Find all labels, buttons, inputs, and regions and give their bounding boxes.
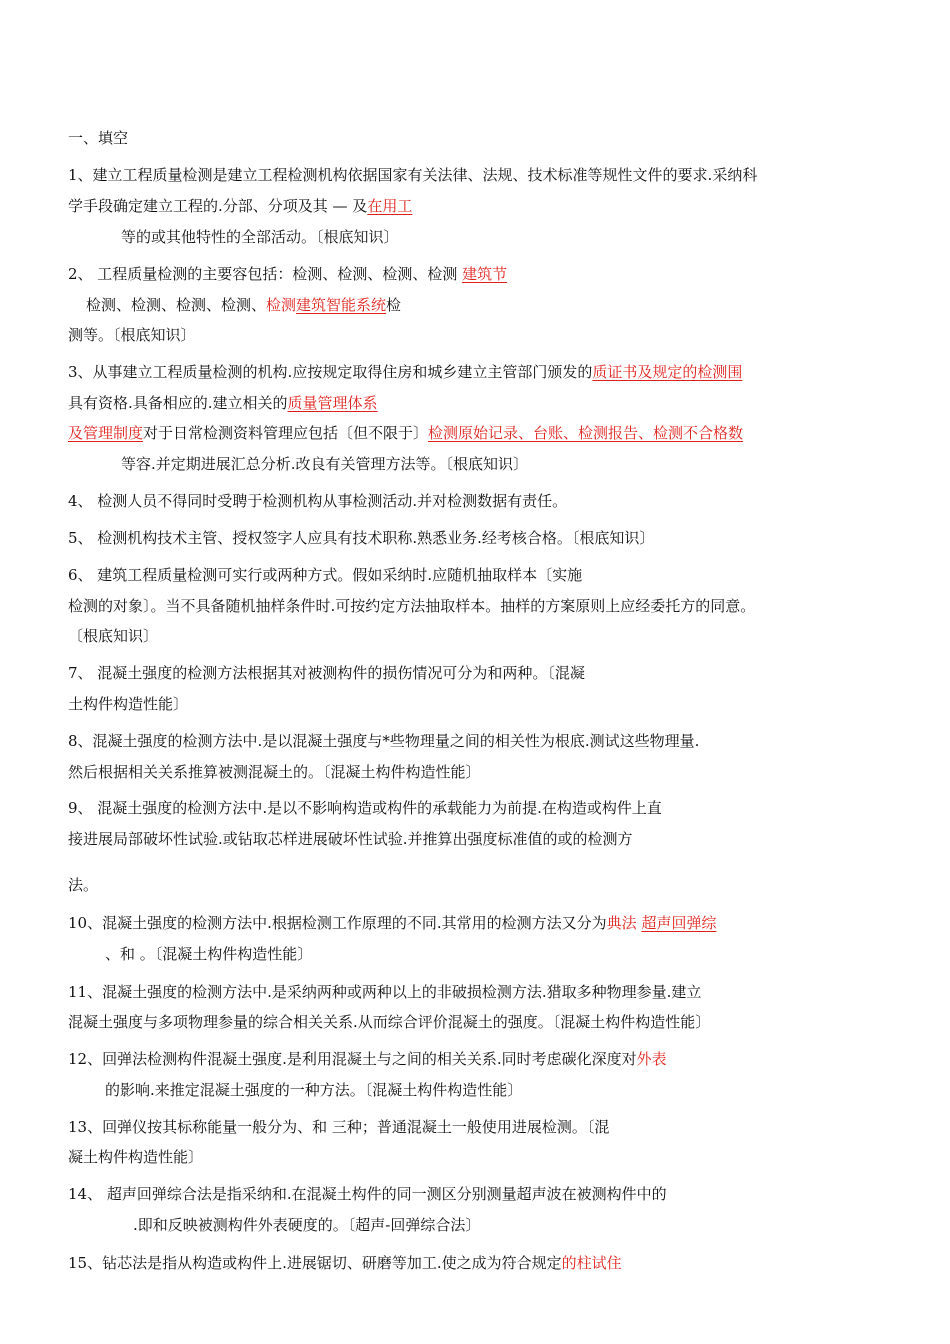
q3-answer-qualification: 质证书及规定的检测围 <box>592 363 743 381</box>
q2-line-3: 测等。〔根底知识〕 <box>68 326 196 344</box>
q9-line-3: 法。 <box>68 876 99 894</box>
q8-line-2: 然后根据相关关系推算被测混凝土的。〔混凝土构件构造性能〕 <box>68 763 481 781</box>
q1-line-2 <box>68 196 412 216</box>
q8-line-1: 8、混凝土强度的检测方法中.是以混凝土强度与*些物理量之间的相关性为根底.测试这些物理量. <box>68 732 700 750</box>
q2-answer-building-energy: 建筑节 <box>462 265 508 283</box>
q3-line-2-text: 具有资格.具备相应的.建立相关的 <box>68 394 288 412</box>
q3-answer-quality-system: 质量管理体系 <box>287 394 378 412</box>
q9-line-1: 9、 混凝土强度的检测方法中.是以不影响构造或构件的承载能力为前提.在构造或构件上直 <box>68 799 662 817</box>
q2-line-2-end: 检 <box>386 296 402 314</box>
q12-answer-surface: 外表 <box>636 1050 667 1068</box>
q10-answer-classic: 典法 <box>606 914 637 932</box>
q11-line-1: 11、混凝土强度的检测方法中.是采纳两种或两种以上的非破损检测方法.猎取多种物理参量.建立 <box>68 983 702 1001</box>
q4-line-1: 4、 检测人员不得同时受聘于检测机构从事检测活动.并对检测数据有责任。 <box>68 492 568 510</box>
q3-line-1 <box>68 362 742 382</box>
q10-line-1 <box>68 913 716 933</box>
q15-line-1 <box>68 1253 622 1273</box>
q7-line-1: 7、 混凝土强度的检测方法根据其对被测构件的损伤情况可分为和两种。〔混凝 <box>68 664 585 682</box>
q3-line-4: 等容.并定期进展汇总分析.改良有关管理方法等。〔根底知识〕 <box>121 455 529 473</box>
q3-line-2 <box>68 393 378 413</box>
q13-line-2: 凝土构件构造性能〕 <box>68 1148 204 1166</box>
q2-answer-smart-system: 建筑智能系统 <box>296 296 387 314</box>
q6-line-2: 检测的对象〕。当不具备随机抽样条件时.可按约定方法抽取样本。抽样的方案原则上应经委托方的同意。 <box>68 597 756 615</box>
q12-line-1 <box>68 1049 667 1069</box>
q7-line-2: 土构件构造性能〕 <box>68 695 189 713</box>
q2-line-1 <box>68 264 507 284</box>
q10-line-1-text: 10、混凝土强度的检测方法中.根据检测工作原理的不同.其常用的检测方法又分为 <box>68 914 607 932</box>
q9-line-2: 接进展局部破坏性试验.或钻取芯样进展破坏性试验.并推算出强度标准值的或的检测方 <box>68 830 633 848</box>
q3-line-1-text: 3、从事建立工程质量检测的机构.应按规定取得住房和城乡建立主管部门颁发的 <box>68 363 593 381</box>
q5-line-1: 5、 检测机构技术主管、授权签字人应具有技术职称.熟悉业务.经考核合格。〔根底知识〕 <box>68 529 655 547</box>
q3-answer-records: 检测原始记录、台账、检测报告、检测不合格数 <box>428 424 744 442</box>
q1-answer-in-use: 在用工 <box>367 197 413 215</box>
q15-line-1-text: 15、钻芯法是指从构造或构件上.进展锯切、研磨等加工.使之成为符合规定 <box>68 1254 562 1272</box>
q13-line-1: 13、回弹仪按其标称能量一般分为、和 三种；普通混凝土一般使用进展检测。〔混 <box>68 1118 610 1136</box>
q1-line-1: 1、建立工程质量检测是建立工程检测机构依据国家有关法律、法规、技术标准等规性文件的要求.采纳科 <box>68 166 758 184</box>
q3-answer-management: 及管理制度 <box>68 424 144 442</box>
q6-line-3: 〔根底知识〕 <box>68 627 159 645</box>
q1-line-2-text: 学手段确定建立工程的.分部、分项及其 — 及 <box>68 197 368 215</box>
q2-line-2-text: 检测、检测、检测、检测、 <box>86 296 267 314</box>
q1-line-3: 等的或其他特性的全部活动。〔根底知识〕 <box>121 228 399 246</box>
q15-answer-core: 的柱试住 <box>561 1254 622 1272</box>
q14-line-1: 14、 超声回弹综合法是指采纳和.在混凝土构件的同一测区分别测量超声波在被测构件中的 <box>68 1185 667 1203</box>
section-title: 一、填空 <box>68 129 129 147</box>
q10-answer-ultrasonic-rebound: 超声回弹综 <box>641 914 717 932</box>
q3-line-3 <box>68 423 743 443</box>
q2-answer-detect: 检测 <box>266 296 297 314</box>
q14-line-2: .即和反映被测构件外表硬度的。〔超声-回弹综合法〕 <box>133 1216 481 1234</box>
q10-line-2: 、和 。〔混凝土构件构造性能〕 <box>105 945 313 963</box>
q6-line-1: 6、 建筑工程质量检测可实行或两种方式。假如采纳时.应随机抽取样本〔实施 <box>68 566 583 584</box>
q2-line-2 <box>86 295 401 315</box>
q11-line-2: 混凝土强度与多项物理参量的综合相关关系.从而综合评价混凝土的强度。〔混凝土构件构造性能〕 <box>68 1013 711 1031</box>
q12-line-1-text: 12、回弹法检测构件混凝土强度.是利用混凝土与之间的相关关系.同时考虑碳化深度对 <box>68 1050 637 1068</box>
q12-line-2: 的影响.来推定混凝土强度的一种方法。〔混凝土构件构造性能〕 <box>105 1081 523 1099</box>
q2-line-1-text: 2、 工程质量检测的主要容包括：检测、检测、检测、检测 <box>68 265 463 283</box>
q3-line-3-text: 对于日常检测资料管理应包括〔但不限于〕 <box>143 424 429 442</box>
